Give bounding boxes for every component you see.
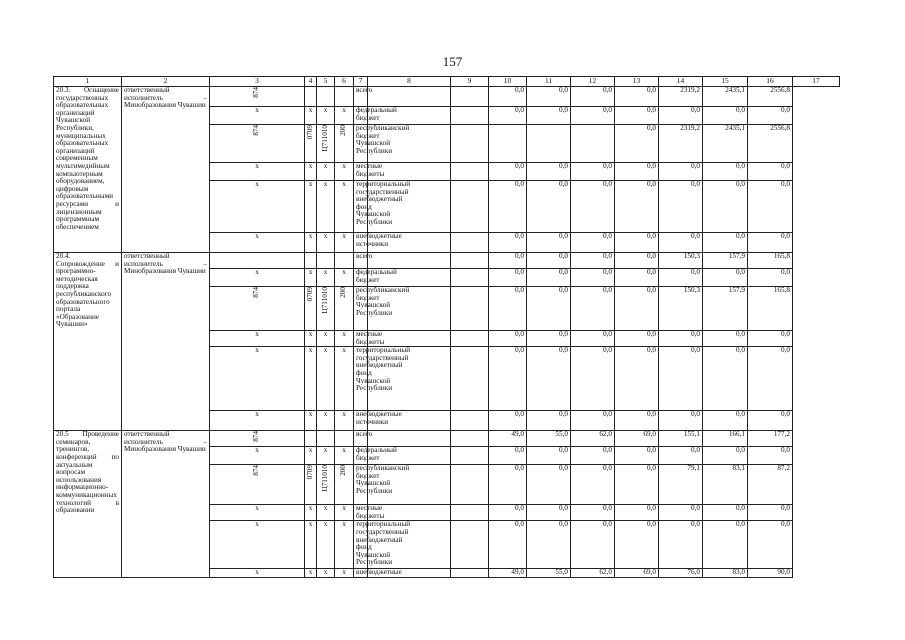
year-value-13: 0,0: [571, 465, 615, 505]
column-number-10: 10: [489, 77, 527, 87]
column-number-13: 13: [615, 77, 659, 87]
year-value-16: 0,0: [703, 411, 748, 431]
col-10-value: [451, 347, 489, 411]
funding-source: местные бюджеты: [354, 163, 368, 181]
year-value-15: 0,0: [659, 521, 703, 569]
year-value-12: 0,0: [527, 163, 571, 181]
column-number-5: 5: [317, 77, 335, 87]
year-value-14: 0,0: [615, 521, 659, 569]
year-value-16: 0,0: [703, 521, 748, 569]
year-value-17: 0,0: [748, 505, 793, 521]
code-ministry: x: [210, 447, 305, 465]
year-value-15: 0,0: [659, 411, 703, 431]
col-10-value: [451, 233, 489, 253]
funding-source: местные бюджеты: [354, 505, 368, 521]
code-section: x: [305, 505, 317, 521]
code-ministry-text: 874: [252, 125, 261, 136]
year-value-15: 0,0: [659, 347, 703, 411]
code-expense-type: x: [335, 181, 354, 233]
code-section: [305, 465, 317, 505]
year-value-17: 0,0: [748, 163, 793, 181]
code-section-text: 0709: [306, 465, 314, 480]
col-10-value: [451, 163, 489, 181]
code-expense-type: [335, 253, 354, 269]
year-value-15: 0,0: [659, 107, 703, 125]
col-10-value: [451, 87, 489, 107]
code-ministry: [210, 431, 305, 447]
year-value-15: 76,0: [659, 569, 703, 578]
year-value-12: 55,0: [527, 569, 571, 578]
column-number-1: 1: [54, 77, 122, 87]
year-value-14: 0,0: [615, 331, 659, 347]
year-value-15: 0,0: [659, 233, 703, 253]
code-section: x: [305, 521, 317, 569]
year-value-12: 0,0: [527, 331, 571, 347]
measure-title: 20.4. Сопровождение и программно-методическая поддержка республиканского образовательного портала «Образование Чувашии»: [54, 253, 122, 431]
year-value-14: 69,0: [615, 569, 659, 578]
year-value-11: 0,0: [489, 521, 527, 569]
code-expense-type: x: [335, 269, 354, 287]
code-target-article: x: [317, 411, 335, 431]
year-value-13: 0,0: [571, 411, 615, 431]
code-expense-type: x: [335, 411, 354, 431]
year-value-17: 90,0: [748, 569, 793, 578]
code-expense-type: x: [335, 163, 354, 181]
year-value-11: 0,0: [489, 163, 527, 181]
code-ministry: x: [210, 411, 305, 431]
col-9-value: [368, 253, 451, 269]
funding-source: местные бюджеты: [354, 331, 368, 347]
year-value-11: [489, 125, 527, 163]
table-row: [54, 87, 840, 107]
year-value-17: 177,2: [748, 431, 793, 447]
code-section: x: [305, 447, 317, 465]
year-value-12: 0,0: [527, 465, 571, 505]
year-value-15: 2319,2: [659, 87, 703, 107]
column-number-6: 6: [335, 77, 354, 87]
year-value-17: 0,0: [748, 233, 793, 253]
code-section: x: [305, 269, 317, 287]
funding-source: всего: [354, 87, 368, 107]
year-value-17: 0,0: [748, 411, 793, 431]
year-value-16: 0,0: [703, 233, 748, 253]
code-ministry-text: 874: [252, 287, 261, 298]
year-value-13: 0,0: [571, 181, 615, 233]
code-ministry-text: 874: [252, 87, 261, 98]
column-number-16: 16: [748, 77, 793, 87]
code-section: x: [305, 163, 317, 181]
year-value-13: 0,0: [571, 347, 615, 411]
code-expense-type-text: 200: [339, 125, 348, 136]
code-ministry: x: [210, 181, 305, 233]
code-target-article: x: [317, 233, 335, 253]
year-value-16: 157,9: [703, 253, 748, 269]
year-value-13: 62,0: [571, 431, 615, 447]
year-value-16: 0,0: [703, 269, 748, 287]
year-value-17: 0,0: [748, 181, 793, 233]
funding-source: всего: [354, 431, 368, 447]
code-expense-type: x: [335, 569, 354, 578]
funding-source: республиканский бюджет Чувашской Республики: [354, 287, 368, 331]
code-expense-type: x: [335, 233, 354, 253]
col-10-value: [451, 569, 489, 578]
year-value-15: 79,1: [659, 465, 703, 505]
year-value-16: 2435,1: [703, 87, 748, 107]
code-section: x: [305, 569, 317, 578]
year-value-11: 0,0: [489, 447, 527, 465]
code-target-article: x: [317, 447, 335, 465]
year-value-13: 0,0: [571, 233, 615, 253]
measure-title: 20.3. Оснащение государственных образовательных организаций Чувашской Республики, муниципальных образовательных организаций современным мультимедийным компьютерным оборудованием, цифровым образовательными ресурсами и лицензионным программным обеспечением: [54, 87, 122, 253]
code-ministry-text: 874: [252, 465, 261, 476]
funding-source: внебюджетные источники: [354, 233, 368, 253]
year-value-17: 165,8: [748, 287, 793, 331]
year-value-11: 49,0: [489, 569, 527, 578]
year-value-17: 0,0: [748, 331, 793, 347]
year-value-12: 55,0: [527, 431, 571, 447]
code-target-article-text: Ц711010: [320, 287, 329, 314]
year-value-17: 0,0: [748, 347, 793, 411]
code-target-article: [317, 431, 335, 447]
year-value-11: 0,0: [489, 331, 527, 347]
year-value-12: 0,0: [527, 269, 571, 287]
year-value-11: 0,0: [489, 87, 527, 107]
col-10-value: [451, 125, 489, 163]
col-10-value: [451, 181, 489, 233]
col-10-value: [451, 431, 489, 447]
code-section: [305, 287, 317, 331]
code-ministry: x: [210, 107, 305, 125]
col-10-value: [451, 505, 489, 521]
year-value-13: 0,0: [571, 269, 615, 287]
col-9-value: [368, 87, 451, 107]
code-ministry: [210, 465, 305, 505]
column-number-12: 12: [571, 77, 615, 87]
code-section-text: 0709: [306, 125, 314, 140]
col-10-value: [451, 287, 489, 331]
year-value-11: 0,0: [489, 233, 527, 253]
year-value-12: 0,0: [527, 411, 571, 431]
col-10-value: [451, 465, 489, 505]
year-value-16: 166,1: [703, 431, 748, 447]
year-value-14: 0,0: [615, 269, 659, 287]
year-value-12: 0,0: [527, 87, 571, 107]
funding-source: федеральный бюджет: [354, 447, 368, 465]
year-value-11: 0,0: [489, 411, 527, 431]
year-value-13: 0,0: [571, 331, 615, 347]
code-ministry: [210, 253, 305, 269]
code-target-article: x: [317, 521, 335, 569]
year-value-13: 0,0: [571, 287, 615, 331]
year-value-14: 0,0: [615, 347, 659, 411]
code-target-article: [317, 287, 335, 331]
code-expense-type: [335, 287, 354, 331]
year-value-13: 0,0: [571, 447, 615, 465]
year-value-16: 0,0: [703, 505, 748, 521]
funding-source: федеральный бюджет: [354, 269, 368, 287]
column-number-2: 2: [122, 77, 210, 87]
funding-source: территориальный государственный внебюджетный фонд Чувашской Республики: [354, 181, 368, 233]
year-value-14: 0,0: [615, 411, 659, 431]
year-value-15: 0,0: [659, 181, 703, 233]
measure-title: 20.5 Проведение семинаров, тренингов, конференций по актуальным вопросам использования информационно-коммуникационных технологий в образовании: [54, 431, 122, 578]
year-value-13: 0,0: [571, 521, 615, 569]
year-value-13: 0,0: [571, 107, 615, 125]
page-number: 157: [442, 54, 463, 69]
year-value-14: 69,0: [615, 431, 659, 447]
measure-executor: ответственный исполнитель – Минобразования Чувашии: [122, 253, 210, 431]
column-number-3: 3: [210, 77, 305, 87]
code-target-article-text: Ц711010: [320, 125, 329, 152]
code-expense-type: [335, 465, 354, 505]
code-target-article: x: [317, 269, 335, 287]
year-value-16: 157,9: [703, 287, 748, 331]
code-section: x: [305, 233, 317, 253]
year-value-17: 2556,8: [748, 87, 793, 107]
year-value-14: 0,0: [615, 233, 659, 253]
column-number-8: 8: [368, 77, 451, 87]
code-expense-type: [335, 125, 354, 163]
year-value-16: 2435,1: [703, 125, 748, 163]
col-10-value: [451, 331, 489, 347]
year-value-11: 0,0: [489, 347, 527, 411]
code-ministry: x: [210, 163, 305, 181]
year-value-12: [527, 125, 571, 163]
year-value-13: 0,0: [571, 87, 615, 107]
code-expense-type: x: [335, 331, 354, 347]
year-value-16: 0,0: [703, 181, 748, 233]
year-value-16: 83,0: [703, 569, 748, 578]
year-value-16: 0,0: [703, 331, 748, 347]
column-number-7: 7: [354, 77, 368, 87]
funding-source: внебюджетные источники: [354, 411, 368, 431]
year-value-12: 0,0: [527, 521, 571, 569]
year-value-12: 0,0: [527, 347, 571, 411]
year-value-12: 0,0: [527, 287, 571, 331]
year-value-16: 83,1: [703, 465, 748, 505]
year-value-14: 0,0: [615, 505, 659, 521]
code-ministry: x: [210, 331, 305, 347]
code-target-article-text: Ц711010: [320, 465, 329, 492]
year-value-11: 49,0: [489, 431, 527, 447]
table-row: [54, 431, 840, 447]
year-value-13: 0,0: [571, 505, 615, 521]
code-target-article: [317, 125, 335, 163]
code-expense-type: x: [335, 447, 354, 465]
code-ministry: [210, 87, 305, 107]
year-value-11: 0,0: [489, 269, 527, 287]
year-value-13: 62,0: [571, 569, 615, 578]
funding-source: федеральный бюджет: [354, 107, 368, 125]
year-value-15: 0,0: [659, 163, 703, 181]
code-ministry-text: 874: [252, 431, 261, 442]
code-target-article: x: [317, 163, 335, 181]
code-ministry: x: [210, 569, 305, 578]
year-value-13: 0,0: [571, 253, 615, 269]
year-value-11: 0,0: [489, 505, 527, 521]
funding-source: республиканский бюджет Чувашской Республики: [354, 465, 368, 505]
year-value-15: 0,0: [659, 505, 703, 521]
year-value-12: 0,0: [527, 447, 571, 465]
col-10-value: [451, 269, 489, 287]
code-section: [305, 431, 317, 447]
code-expense-type: x: [335, 521, 354, 569]
year-value-15: 150,3: [659, 253, 703, 269]
code-section: x: [305, 347, 317, 411]
column-number-11: 11: [527, 77, 571, 87]
code-expense-type-text: 200: [339, 465, 348, 476]
column-number-row: [54, 77, 840, 87]
year-value-11: 0,0: [489, 465, 527, 505]
year-value-12: 0,0: [527, 181, 571, 233]
code-expense-type: x: [335, 347, 354, 411]
code-section: x: [305, 331, 317, 347]
code-ministry: [210, 125, 305, 163]
year-value-17: 2556,8: [748, 125, 793, 163]
code-target-article: [317, 87, 335, 107]
code-section-text: 0709: [306, 287, 314, 302]
code-expense-type: x: [335, 107, 354, 125]
code-target-article: x: [317, 181, 335, 233]
year-value-11: 0,0: [489, 107, 527, 125]
measure-executor: ответственный исполнитель – Минобразования Чувашии: [122, 87, 210, 253]
year-value-17: 0,0: [748, 521, 793, 569]
code-expense-type: x: [335, 505, 354, 521]
measure-executor: ответственный исполнитель – Минобразования Чувашии: [122, 431, 210, 578]
col-10-value: [451, 107, 489, 125]
code-section: [305, 253, 317, 269]
column-number-15: 15: [703, 77, 748, 87]
year-value-17: 0,0: [748, 447, 793, 465]
code-ministry: x: [210, 347, 305, 411]
year-value-16: 0,0: [703, 347, 748, 411]
year-value-15: 150,3: [659, 287, 703, 331]
year-value-15: 0,0: [659, 269, 703, 287]
funding-source: территориальный государственный внебюджетный фонд Чувашской Республики: [354, 347, 368, 411]
code-target-article: x: [317, 331, 335, 347]
col-10-value: [451, 411, 489, 431]
code-target-article: x: [317, 107, 335, 125]
code-ministry: x: [210, 233, 305, 253]
funding-source: всего: [354, 253, 368, 269]
funding-source: внебюджетные: [354, 569, 368, 578]
year-value-13: [571, 125, 615, 163]
year-value-14: 0,0: [615, 87, 659, 107]
column-number-14: 14: [659, 77, 703, 87]
col-10-value: [451, 447, 489, 465]
code-ministry: x: [210, 521, 305, 569]
year-value-11: 0,0: [489, 287, 527, 331]
code-section: [305, 125, 317, 163]
year-value-15: 155,1: [659, 431, 703, 447]
year-value-14: 0,0: [615, 287, 659, 331]
code-section: x: [305, 107, 317, 125]
code-expense-type-text: 200: [339, 287, 348, 298]
year-value-11: 0,0: [489, 181, 527, 233]
table-body: [54, 77, 840, 578]
code-target-article: x: [317, 505, 335, 521]
funding-source: республиканский бюджет Чувашской Республики: [354, 125, 368, 163]
year-value-15: 0,0: [659, 447, 703, 465]
table-row: [54, 253, 840, 269]
year-value-15: 0,0: [659, 331, 703, 347]
year-value-12: 0,0: [527, 253, 571, 269]
code-ministry: [210, 287, 305, 331]
column-number-17: 17: [793, 77, 840, 87]
code-ministry: x: [210, 505, 305, 521]
code-expense-type: [335, 87, 354, 107]
col-10-value: [451, 521, 489, 569]
year-value-16: 0,0: [703, 107, 748, 125]
code-target-article: [317, 253, 335, 269]
code-target-article: x: [317, 569, 335, 578]
year-value-14: 0,0: [615, 447, 659, 465]
year-value-14: 0,0: [615, 125, 659, 163]
year-value-17: 87,2: [748, 465, 793, 505]
col-10-value: [451, 253, 489, 269]
year-value-14: 0,0: [615, 253, 659, 269]
year-value-16: 0,0: [703, 447, 748, 465]
year-value-14: 0,0: [615, 107, 659, 125]
budget-table: [53, 76, 840, 578]
code-ministry: x: [210, 269, 305, 287]
code-section: [305, 87, 317, 107]
column-number-9: 9: [451, 77, 489, 87]
year-value-17: 0,0: [748, 269, 793, 287]
year-value-14: 0,0: [615, 181, 659, 233]
col-9-value: [368, 431, 451, 447]
year-value-14: 0,0: [615, 465, 659, 505]
column-number-4: 4: [305, 77, 317, 87]
year-value-13: 0,0: [571, 163, 615, 181]
year-value-16: 0,0: [703, 163, 748, 181]
year-value-14: 0,0: [615, 163, 659, 181]
code-target-article: [317, 465, 335, 505]
year-value-17: 165,8: [748, 253, 793, 269]
year-value-12: 0,0: [527, 233, 571, 253]
year-value-12: 0,0: [527, 107, 571, 125]
year-value-12: 0,0: [527, 505, 571, 521]
year-value-15: 2319,2: [659, 125, 703, 163]
code-expense-type: [335, 431, 354, 447]
code-section: x: [305, 181, 317, 233]
year-value-17: 0,0: [748, 107, 793, 125]
year-value-11: 0,0: [489, 253, 527, 269]
funding-source: территориальный государственный внебюджетный фонд Чувашской Республики: [354, 521, 368, 569]
code-section: x: [305, 411, 317, 431]
code-target-article: x: [317, 347, 335, 411]
